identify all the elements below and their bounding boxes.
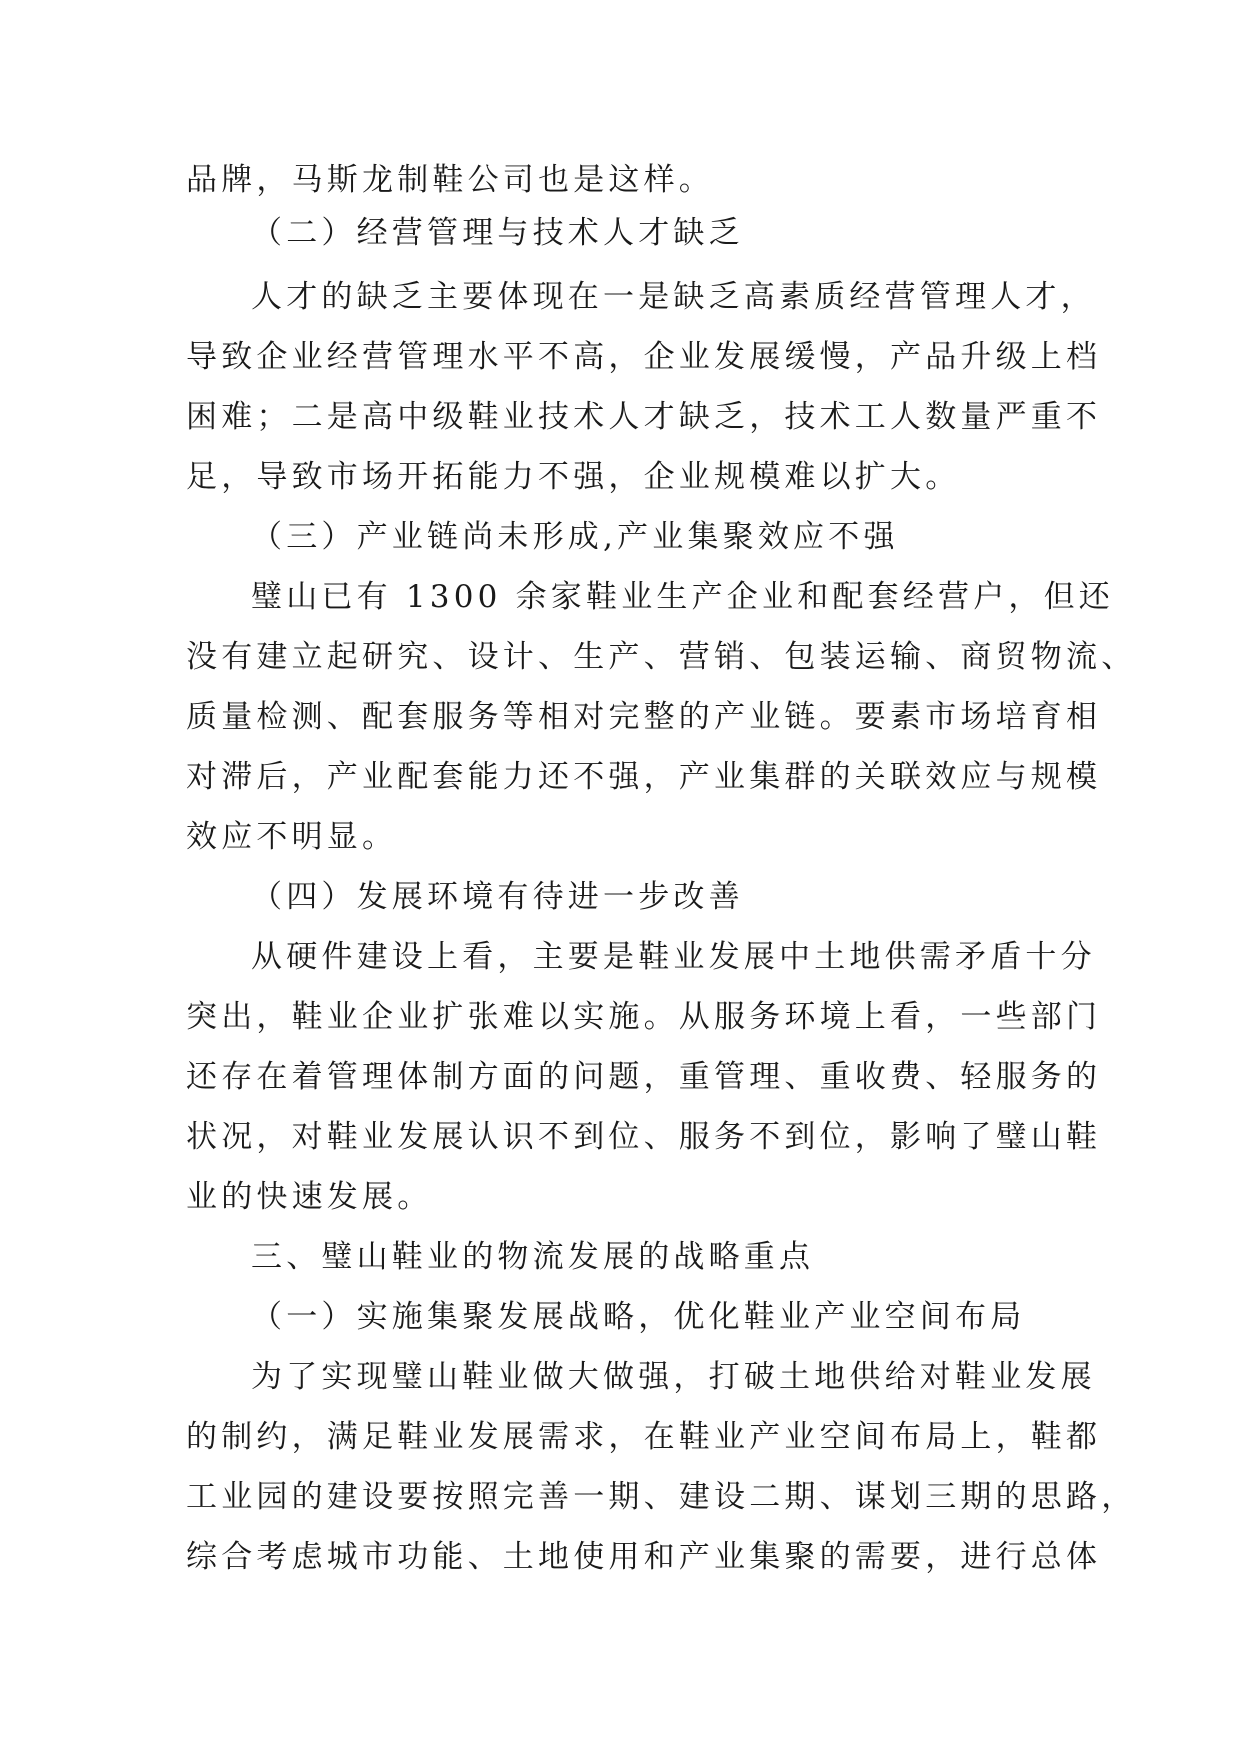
body-text-line: 效应不明显。	[186, 819, 398, 855]
body-text-line: 突出，鞋业企业扩张难以实施。从服务环境上看，一些部门	[186, 999, 1102, 1035]
body-text-line: 质量检测、配套服务等相对完整的产业链。要素市场培育相	[186, 699, 1102, 735]
section-heading: （二）经营管理与技术人才缺乏	[251, 215, 744, 251]
section-heading: （三）产业链尚未形成,产业集聚效应不强	[251, 519, 899, 555]
body-text-line: 综合考虑城市功能、土地使用和产业集聚的需要，进行总体	[186, 1539, 1102, 1575]
body-text-line: 璧山已有 1300 余家鞋业生产企业和配套经营户，但还	[251, 579, 1114, 615]
section-heading: （四）发展环境有待进一步改善	[251, 879, 744, 915]
body-text-line: 从硬件建设上看，主要是鞋业发展中土地供需矛盾十分	[251, 939, 1096, 975]
section-heading: 三、璧山鞋业的物流发展的战略重点	[251, 1239, 815, 1275]
section-heading: （一）实施集聚发展战略，优化鞋业产业空间布局	[251, 1299, 1026, 1335]
body-text-line: 为了实现璧山鞋业做大做强，打破土地供给对鞋业发展	[251, 1359, 1096, 1395]
body-text-line: 没有建立起研究、设计、生产、营销、包装运输、商贸物流、	[186, 639, 1137, 675]
body-text-line: 导致企业经营管理水平不高，企业发展缓慢，产品升级上档	[186, 339, 1102, 375]
body-text-line: 人才的缺乏主要体现在一是缺乏高素质经营管理人才，	[251, 279, 1096, 315]
body-text-line: 还存在着管理体制方面的问题，重管理、重收费、轻服务的	[186, 1059, 1102, 1095]
body-text-line: 困难；二是高中级鞋业技术人才缺乏，技术工人数量严重不	[186, 399, 1102, 435]
body-text-line: 足，导致市场开拓能力不强，企业规模难以扩大。	[186, 459, 961, 495]
body-text-line: 对滞后，产业配套能力还不强，产业集群的关联效应与规模	[186, 759, 1102, 795]
body-text-line: 的制约，满足鞋业发展需求，在鞋业产业空间布局上，鞋都	[186, 1419, 1102, 1455]
body-text-line: 业的快速发展。	[186, 1179, 433, 1215]
body-text-line: 品牌，马斯龙制鞋公司也是这样。	[186, 162, 714, 198]
body-text-line: 工业园的建设要按照完善一期、建设二期、谋划三期的思路，	[186, 1479, 1137, 1515]
body-text-line: 状况，对鞋业发展认识不到位、服务不到位，影响了璧山鞋	[186, 1119, 1102, 1155]
